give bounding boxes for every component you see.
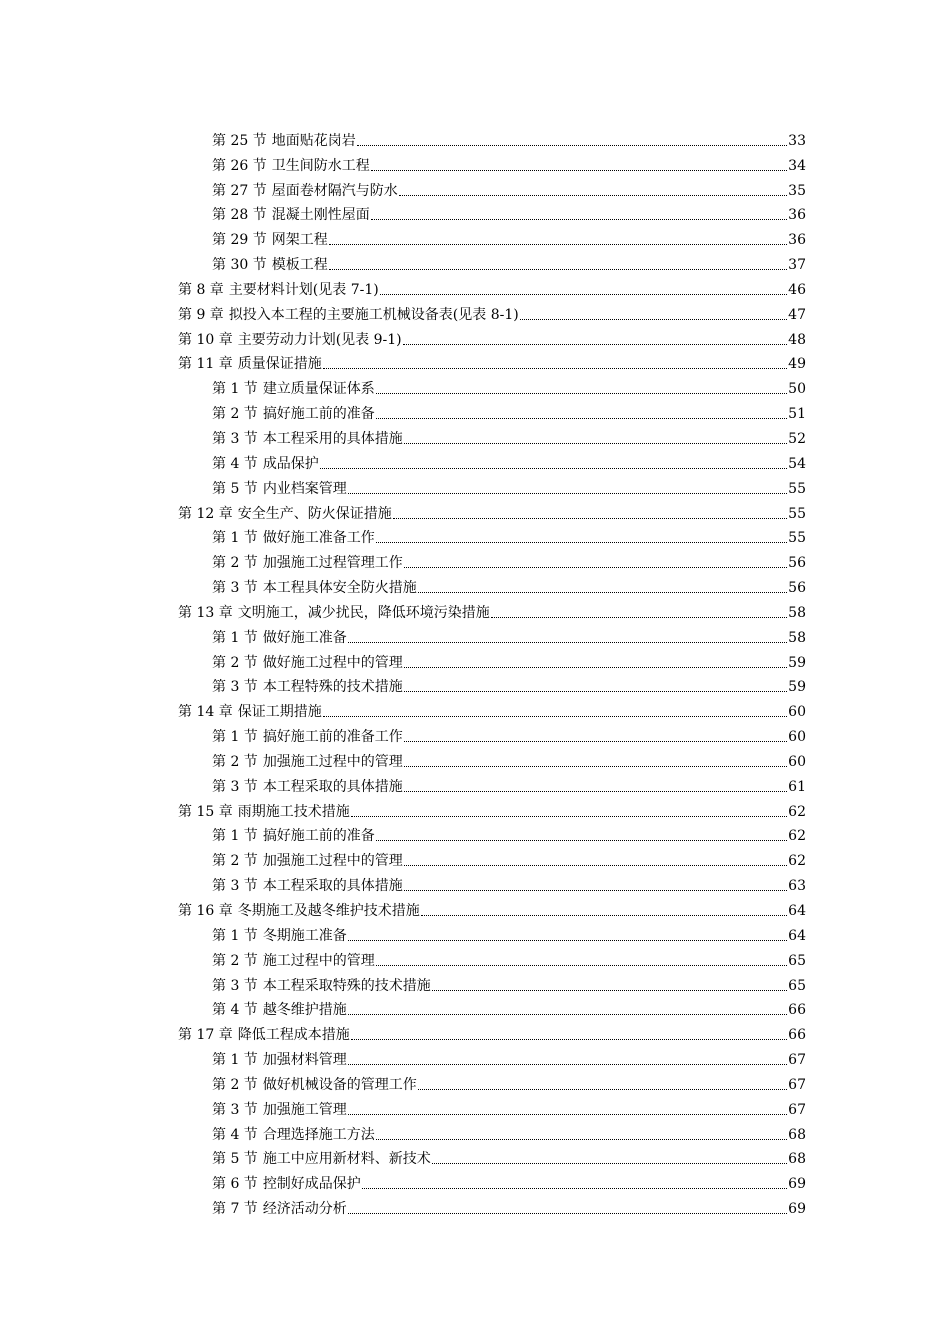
dot-leader bbox=[404, 890, 787, 891]
toc-entry-title: 主要劳动力计划(见表 9-1) bbox=[237, 331, 402, 348]
table-of-contents bbox=[178, 125, 806, 1218]
toc-entry-title: 保证工期措施 bbox=[237, 704, 322, 721]
toc-section-entry[interactable] bbox=[178, 249, 806, 274]
toc-entry-number: 第 9 章 bbox=[178, 306, 224, 323]
toc-entry-label bbox=[212, 1051, 347, 1069]
toc-entry-label bbox=[212, 480, 347, 498]
dot-leader bbox=[393, 518, 787, 519]
toc-section-entry[interactable] bbox=[178, 125, 806, 150]
dot-leader bbox=[348, 493, 787, 494]
toc-entry-title: 冬期施工及越冬维护技术措施 bbox=[237, 903, 420, 919]
toc-entry-number: 第 27 节 bbox=[212, 182, 267, 199]
toc-chapter-entry[interactable] bbox=[178, 498, 806, 523]
toc-entry-number: 第 5 节 bbox=[212, 1151, 258, 1168]
toc-entry-page-number: 47 bbox=[788, 306, 806, 323]
toc-entry-label bbox=[212, 430, 403, 448]
toc-entry-page-number: 49 bbox=[788, 356, 806, 373]
toc-entry-title: 卫生间防水工程 bbox=[271, 157, 370, 174]
toc-chapter-entry[interactable] bbox=[178, 324, 806, 349]
toc-entry-label bbox=[178, 505, 392, 523]
toc-entry-label bbox=[212, 678, 403, 696]
toc-entry-label bbox=[212, 753, 403, 771]
toc-section-entry[interactable] bbox=[178, 1044, 806, 1069]
toc-entry-label bbox=[212, 778, 403, 796]
toc-entry-number: 第 10 章 bbox=[178, 331, 233, 348]
toc-entry-title: 安全生产、防火保证措施 bbox=[237, 505, 392, 522]
toc-entry-label bbox=[212, 1001, 347, 1019]
toc-entry-title: 施工过程中的管理 bbox=[262, 952, 375, 969]
toc-entry-label bbox=[212, 231, 328, 249]
dot-leader bbox=[403, 344, 788, 345]
toc-entry-number: 第 17 章 bbox=[178, 1027, 233, 1044]
toc-entry-number: 第 1 节 bbox=[212, 629, 258, 646]
toc-entry-label bbox=[212, 1101, 347, 1119]
toc-section-entry[interactable] bbox=[178, 821, 806, 846]
dot-leader bbox=[404, 667, 787, 668]
toc-entry-title: 做好施工准备 bbox=[262, 629, 347, 646]
toc-entry-title: 本工程采取的具体措施 bbox=[262, 878, 403, 895]
dot-leader bbox=[404, 741, 787, 742]
toc-section-entry[interactable] bbox=[178, 523, 806, 548]
toc-entry-page-number: 55 bbox=[788, 480, 806, 497]
toc-entry-number: 第 5 节 bbox=[212, 480, 258, 497]
dot-leader bbox=[362, 1188, 787, 1189]
dot-leader bbox=[323, 716, 787, 717]
toc-entry-title: 本工程具体安全防火措施 bbox=[262, 580, 417, 597]
toc-entry-page-number: 62 bbox=[788, 853, 806, 870]
toc-entry-label bbox=[178, 604, 490, 622]
toc-entry-label bbox=[212, 579, 417, 597]
dot-leader bbox=[376, 1139, 787, 1140]
toc-chapter-entry[interactable] bbox=[178, 597, 806, 622]
dot-leader bbox=[348, 1213, 787, 1214]
toc-entry-label bbox=[212, 405, 375, 423]
toc-entry-page-number: 64 bbox=[788, 903, 806, 919]
toc-section-entry[interactable] bbox=[178, 845, 806, 870]
toc-entry-label bbox=[178, 331, 402, 349]
toc-entry-page-number: 48 bbox=[788, 331, 806, 348]
toc-entry-title: 加强施工管理 bbox=[262, 1101, 347, 1118]
toc-entry-number: 第 6 节 bbox=[212, 1176, 258, 1193]
toc-entry-page-number: 58 bbox=[788, 629, 806, 646]
toc-section-entry[interactable] bbox=[178, 448, 806, 473]
toc-section-entry[interactable] bbox=[178, 224, 806, 249]
toc-entry-number: 第 1 节 bbox=[212, 530, 258, 547]
dot-leader bbox=[371, 170, 787, 171]
toc-section-entry[interactable] bbox=[178, 1193, 806, 1218]
toc-entry-number: 第 1 节 bbox=[212, 1052, 258, 1069]
toc-entry-label bbox=[178, 1026, 350, 1044]
toc-entry-page-number: 68 bbox=[788, 1126, 806, 1143]
dot-leader bbox=[376, 965, 787, 966]
toc-entry-label bbox=[212, 852, 403, 870]
toc-entry-label bbox=[212, 927, 347, 945]
toc-entry-title: 做好施工过程中的管理 bbox=[262, 654, 403, 671]
toc-entry-title: 混凝土刚性屋面 bbox=[271, 207, 370, 224]
toc-section-entry[interactable] bbox=[178, 995, 806, 1020]
toc-section-entry[interactable] bbox=[178, 945, 806, 970]
toc-entry-label bbox=[212, 877, 403, 895]
toc-entry-label bbox=[212, 952, 375, 970]
toc-entry-page-number: 66 bbox=[788, 1002, 806, 1019]
toc-entry-page-number: 50 bbox=[788, 381, 806, 398]
toc-entry-page-number: 59 bbox=[788, 654, 806, 671]
toc-entry-number: 第 1 节 bbox=[212, 828, 258, 845]
toc-entry-title: 本工程采取特殊的技术措施 bbox=[262, 977, 431, 994]
dot-leader bbox=[357, 145, 787, 146]
toc-section-entry[interactable] bbox=[178, 920, 806, 945]
toc-section-entry[interactable] bbox=[178, 970, 806, 995]
toc-entry-page-number: 60 bbox=[788, 729, 806, 746]
toc-entry-number: 第 12 章 bbox=[178, 505, 233, 522]
toc-entry-page-number: 35 bbox=[788, 182, 806, 199]
toc-chapter-entry[interactable] bbox=[178, 796, 806, 821]
toc-chapter-entry[interactable] bbox=[178, 274, 806, 299]
toc-entry-title: 成品保护 bbox=[262, 455, 319, 472]
toc-entry-page-number: 60 bbox=[788, 753, 806, 770]
toc-entry-label bbox=[212, 1175, 361, 1193]
dot-leader bbox=[348, 1114, 787, 1115]
dot-leader bbox=[404, 567, 787, 568]
dot-leader bbox=[376, 418, 787, 419]
toc-entry-title: 加强施工过程管理工作 bbox=[262, 555, 403, 572]
toc-entry-page-number: 52 bbox=[788, 430, 806, 447]
toc-entry-page-number: 46 bbox=[788, 281, 806, 298]
toc-entry-number: 第 8 章 bbox=[178, 281, 224, 298]
toc-entry-title: 降低工程成本措施 bbox=[237, 1027, 350, 1044]
dot-leader bbox=[432, 990, 787, 991]
toc-chapter-entry[interactable] bbox=[178, 349, 806, 374]
toc-entry-label bbox=[212, 827, 375, 845]
dot-leader bbox=[329, 269, 787, 270]
toc-entry-page-number: 54 bbox=[788, 455, 806, 472]
dot-leader bbox=[376, 840, 787, 841]
toc-section-entry[interactable] bbox=[178, 547, 806, 572]
dot-leader bbox=[351, 816, 787, 817]
toc-chapter-entry[interactable] bbox=[178, 895, 806, 920]
toc-section-entry[interactable] bbox=[178, 672, 806, 697]
toc-entry-number: 第 11 章 bbox=[178, 356, 233, 373]
toc-entry-page-number: 37 bbox=[788, 257, 806, 274]
toc-section-entry[interactable] bbox=[178, 647, 806, 672]
toc-chapter-entry[interactable] bbox=[178, 696, 806, 721]
toc-entry-number: 第 28 节 bbox=[212, 207, 267, 224]
toc-section-entry[interactable] bbox=[178, 200, 806, 225]
toc-entry-page-number: 69 bbox=[788, 1201, 806, 1218]
toc-entry-number: 第 3 节 bbox=[212, 679, 258, 696]
toc-section-entry[interactable] bbox=[178, 175, 806, 200]
toc-entry-page-number: 33 bbox=[788, 132, 806, 149]
toc-entry-title: 主要材料计划(见表 7-1) bbox=[228, 281, 379, 298]
toc-entry-page-number: 62 bbox=[788, 803, 806, 820]
toc-entry-label bbox=[212, 182, 398, 200]
toc-entry-label bbox=[212, 554, 403, 572]
toc-entry-number: 第 30 节 bbox=[212, 257, 267, 274]
dot-leader bbox=[404, 691, 787, 692]
dot-leader bbox=[348, 1064, 787, 1065]
toc-entry-title: 本工程采用的具体措施 bbox=[262, 430, 403, 447]
toc-entry-number: 第 2 节 bbox=[212, 406, 258, 423]
dot-leader bbox=[404, 443, 787, 444]
toc-section-entry[interactable] bbox=[178, 473, 806, 498]
toc-entry-title: 内业档案管理 bbox=[262, 480, 347, 497]
dot-leader bbox=[404, 791, 787, 792]
toc-entry-page-number: 56 bbox=[788, 580, 806, 597]
toc-entry-label bbox=[212, 256, 328, 274]
dot-leader bbox=[418, 1089, 787, 1090]
toc-entry-number: 第 3 节 bbox=[212, 878, 258, 895]
toc-entry-page-number: 59 bbox=[788, 679, 806, 696]
toc-entry-number: 第 1 节 bbox=[212, 381, 258, 398]
dot-leader bbox=[404, 865, 787, 866]
toc-entry-number: 第 1 节 bbox=[212, 927, 258, 944]
toc-entry-number: 第 14 章 bbox=[178, 704, 233, 721]
toc-entry-number: 第 7 节 bbox=[212, 1201, 258, 1218]
toc-entry-number: 第 3 节 bbox=[212, 1101, 258, 1118]
dot-leader bbox=[380, 294, 787, 295]
toc-entry-page-number: 51 bbox=[788, 406, 806, 423]
toc-entry-title: 施工中应用新材料、新技术 bbox=[262, 1151, 431, 1168]
toc-entry-title: 加强材料管理 bbox=[262, 1052, 347, 1069]
toc-section-entry[interactable] bbox=[178, 746, 806, 771]
dot-leader bbox=[520, 319, 787, 320]
toc-entry-title: 屋面卷材隔汽与防水 bbox=[271, 182, 398, 199]
toc-entry-page-number: 65 bbox=[788, 977, 806, 994]
dot-leader bbox=[404, 766, 787, 767]
toc-entry-page-number: 66 bbox=[788, 1027, 806, 1044]
toc-entry-page-number: 34 bbox=[788, 157, 806, 174]
toc-section-entry[interactable] bbox=[178, 771, 806, 796]
toc-entry-number: 第 25 节 bbox=[212, 132, 267, 149]
toc-entry-label bbox=[178, 306, 519, 324]
toc-entry-title: 建立质量保证体系 bbox=[262, 381, 375, 398]
toc-entry-title: 做好机械设备的管理工作 bbox=[262, 1076, 417, 1093]
toc-entry-label bbox=[212, 455, 319, 473]
toc-section-entry[interactable] bbox=[178, 1119, 806, 1144]
dot-leader bbox=[320, 468, 787, 469]
toc-entry-label bbox=[212, 728, 403, 746]
toc-entry-title: 控制好成品保护 bbox=[262, 1176, 361, 1193]
dot-leader bbox=[351, 1039, 787, 1040]
toc-entry-label bbox=[212, 206, 370, 224]
toc-entry-number: 第 2 节 bbox=[212, 555, 258, 572]
toc-entry-number: 第 1 节 bbox=[212, 729, 258, 746]
toc-entry-number: 第 15 章 bbox=[178, 803, 233, 820]
toc-entry-title: 文明施工，减少扰民，降低环境污染措施 bbox=[237, 604, 490, 621]
toc-entry-label bbox=[212, 529, 375, 547]
toc-entry-label bbox=[178, 703, 322, 721]
toc-entry-label bbox=[212, 1126, 375, 1144]
toc-entry-number: 第 4 节 bbox=[212, 1126, 258, 1143]
toc-entry-label bbox=[178, 281, 379, 299]
toc-entry-page-number: 67 bbox=[788, 1052, 806, 1069]
toc-entry-number: 第 16 章 bbox=[178, 903, 233, 919]
toc-entry-title: 网架工程 bbox=[271, 232, 328, 249]
toc-entry-number: 第 29 节 bbox=[212, 232, 267, 249]
dot-leader bbox=[418, 592, 787, 593]
toc-entry-page-number: 60 bbox=[788, 704, 806, 721]
toc-entry-title: 地面贴花岗岩 bbox=[271, 132, 356, 149]
toc-entry-title: 质量保证措施 bbox=[237, 356, 322, 373]
toc-entry-title: 经济活动分析 bbox=[262, 1201, 347, 1218]
toc-entry-title: 雨期施工技术措施 bbox=[237, 803, 350, 820]
toc-section-entry[interactable] bbox=[178, 150, 806, 175]
toc-entry-number: 第 2 节 bbox=[212, 654, 258, 671]
toc-section-entry[interactable] bbox=[178, 398, 806, 423]
toc-entry-page-number: 65 bbox=[788, 952, 806, 969]
dot-leader bbox=[348, 1014, 787, 1015]
toc-entry-page-number: 61 bbox=[788, 778, 806, 795]
toc-entry-label bbox=[212, 1150, 431, 1168]
toc-entry-label bbox=[178, 355, 322, 373]
toc-entry-number: 第 13 章 bbox=[178, 604, 233, 621]
toc-entry-number: 第 4 节 bbox=[212, 455, 258, 472]
toc-entry-title: 冬期施工准备 bbox=[262, 927, 347, 944]
toc-entry-number: 第 3 节 bbox=[212, 778, 258, 795]
toc-entry-label bbox=[212, 629, 347, 647]
toc-entry-page-number: 55 bbox=[788, 530, 806, 547]
toc-entry-page-number: 62 bbox=[788, 828, 806, 845]
dot-leader bbox=[376, 393, 787, 394]
toc-entry-page-number: 36 bbox=[788, 232, 806, 249]
dot-leader bbox=[421, 915, 787, 916]
toc-entry-page-number: 69 bbox=[788, 1176, 806, 1193]
toc-entry-page-number: 67 bbox=[788, 1076, 806, 1093]
toc-entry-number: 第 2 节 bbox=[212, 1076, 258, 1093]
toc-entry-label bbox=[212, 132, 356, 150]
dot-leader bbox=[348, 940, 787, 941]
dot-leader bbox=[371, 219, 787, 220]
toc-section-entry[interactable] bbox=[178, 1094, 806, 1119]
dot-leader bbox=[432, 1163, 787, 1164]
toc-chapter-entry[interactable] bbox=[178, 1019, 806, 1044]
toc-entry-label bbox=[212, 380, 375, 398]
toc-section-entry[interactable] bbox=[178, 1168, 806, 1193]
dot-leader bbox=[348, 642, 787, 643]
toc-entry-number: 第 2 节 bbox=[212, 853, 258, 870]
toc-entry-page-number: 36 bbox=[788, 207, 806, 224]
toc-entry-label bbox=[212, 1200, 347, 1218]
toc-section-entry[interactable] bbox=[178, 423, 806, 448]
toc-entry-number: 第 2 节 bbox=[212, 952, 258, 969]
dot-leader bbox=[329, 244, 787, 245]
toc-entry-label bbox=[178, 902, 420, 920]
toc-entry-title: 搞好施工前的准备工作 bbox=[262, 729, 403, 746]
toc-entry-number: 第 2 节 bbox=[212, 753, 258, 770]
toc-section-entry[interactable] bbox=[178, 1069, 806, 1094]
toc-entry-title: 搞好施工前的准备 bbox=[262, 406, 375, 423]
toc-entry-page-number: 56 bbox=[788, 555, 806, 572]
toc-section-entry[interactable] bbox=[178, 870, 806, 895]
toc-section-entry[interactable] bbox=[178, 721, 806, 746]
toc-entry-label bbox=[212, 654, 403, 672]
toc-entry-label bbox=[212, 977, 431, 995]
toc-section-entry[interactable] bbox=[178, 622, 806, 647]
toc-entry-page-number: 67 bbox=[788, 1101, 806, 1118]
toc-entry-title: 越冬维护措施 bbox=[262, 1002, 347, 1019]
toc-entry-page-number: 63 bbox=[788, 878, 806, 895]
toc-section-entry[interactable] bbox=[178, 373, 806, 398]
toc-entry-title: 合理选择施工方法 bbox=[262, 1126, 375, 1143]
toc-entry-title: 拟投入本工程的主要施工机械设备表(见表 8-1) bbox=[228, 306, 519, 323]
dot-leader bbox=[399, 195, 787, 196]
toc-entry-number: 第 4 节 bbox=[212, 1002, 258, 1019]
toc-entry-title: 加强施工过程中的管理 bbox=[262, 853, 403, 870]
dot-leader bbox=[323, 368, 787, 369]
toc-entry-page-number: 55 bbox=[788, 505, 806, 522]
toc-entry-page-number: 64 bbox=[788, 927, 806, 944]
toc-entry-title: 模板工程 bbox=[271, 257, 328, 274]
toc-entry-label bbox=[212, 1076, 417, 1094]
toc-entry-page-number: 68 bbox=[788, 1151, 806, 1168]
toc-chapter-entry[interactable] bbox=[178, 299, 806, 324]
dot-leader bbox=[376, 542, 787, 543]
toc-entry-number: 第 26 节 bbox=[212, 157, 267, 174]
toc-entry-title: 本工程采取的具体措施 bbox=[262, 778, 403, 795]
toc-entry-title: 做好施工准备工作 bbox=[262, 530, 375, 547]
toc-entry-title: 加强施工过程中的管理 bbox=[262, 753, 403, 770]
toc-entry-label bbox=[212, 157, 370, 175]
toc-entry-number: 第 3 节 bbox=[212, 580, 258, 597]
toc-entry-title: 本工程特殊的技术措施 bbox=[262, 679, 403, 696]
toc-section-entry[interactable] bbox=[178, 572, 806, 597]
toc-entry-number: 第 3 节 bbox=[212, 430, 258, 447]
toc-entry-page-number: 58 bbox=[788, 604, 806, 621]
toc-entry-label bbox=[178, 803, 350, 821]
dot-leader bbox=[491, 617, 787, 618]
toc-entry-number: 第 3 节 bbox=[212, 977, 258, 994]
toc-section-entry[interactable] bbox=[178, 1144, 806, 1169]
toc-entry-title: 搞好施工前的准备 bbox=[262, 828, 375, 845]
